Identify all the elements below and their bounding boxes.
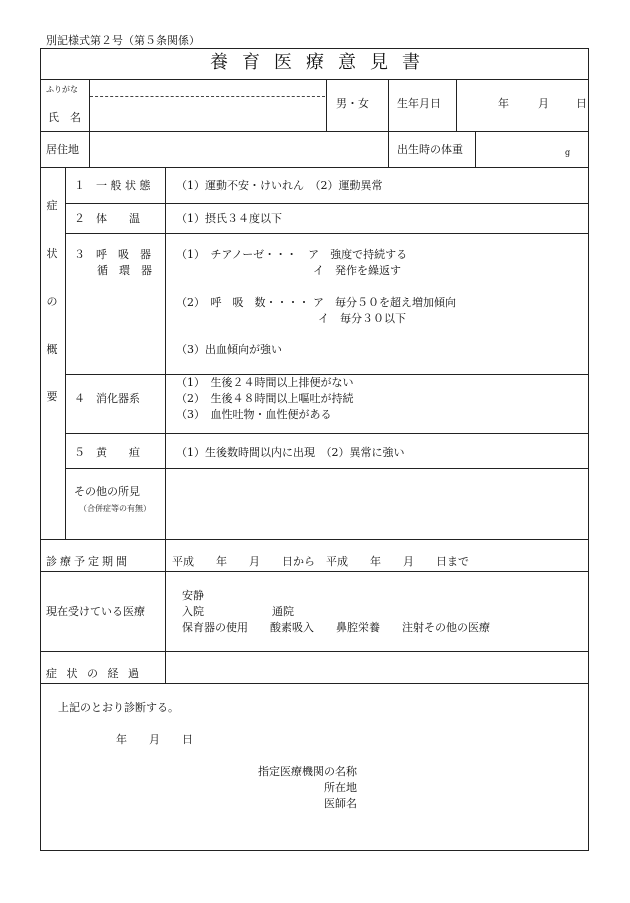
dob-month: 月 [538, 97, 549, 110]
divider [456, 79, 457, 131]
form-title: 養育医療意見書 [210, 52, 434, 73]
divider [40, 683, 588, 684]
bleeding-line: （3）出血傾向が強い [176, 343, 282, 356]
divider [89, 79, 90, 167]
schedule-period: 平成 年 月 日から 平成 年 月 日まで [172, 555, 469, 568]
circulatory-label: 循 環 器 [97, 264, 152, 277]
temperature-label: ２ 体 温 [74, 212, 140, 225]
side-label-char: 概 [46, 343, 58, 356]
digestive-line: （2） 生後４８時間以上嘔吐が持続 [176, 392, 354, 405]
divider [326, 79, 327, 131]
divider [40, 539, 588, 540]
name-label: 氏 名 [48, 111, 81, 124]
divider [65, 233, 588, 234]
furigana-line [90, 96, 325, 97]
cyanosis-line: （1） チアノーゼ・・・ ア 強度で持続する [176, 248, 408, 261]
furigana-label: ふりがな [46, 85, 78, 94]
side-label-char: の [46, 295, 58, 308]
other-findings-sublabel: （合併症等の有無） [79, 504, 151, 513]
temperature-options: （1）摂氏３４度以下 [176, 212, 282, 225]
birth-weight-label: 出生時の体重 [397, 143, 463, 156]
dob-day: 日 [576, 97, 587, 110]
general-state-label: １ 一 般 状 態 [74, 179, 151, 192]
treatment-options: 保育器の使用 酸素吸入 鼻腔栄養 注射その他の医療 [182, 621, 490, 634]
general-state-options: （1）運動不安・けいれん （2）運動異常 [176, 179, 383, 192]
divider [40, 651, 588, 652]
divider [40, 131, 588, 132]
respiratory-label: ３ 呼 吸 器 [74, 248, 151, 261]
divider [65, 468, 588, 469]
respiration-rate-sub: イ 毎分３０以下 [318, 312, 406, 325]
divider [40, 79, 588, 80]
divider [40, 571, 588, 572]
divider [165, 167, 166, 683]
divider [40, 167, 588, 168]
digestive-line: （3） 血性吐物・血性便がある [176, 408, 332, 421]
location-label: 所在地 [324, 781, 357, 794]
weight-unit: g [565, 148, 571, 157]
dob-label: 生年月日 [397, 97, 441, 110]
institution-name-label: 指定医療機関の名称 [258, 765, 357, 778]
diagnosis-statement: 上記のとおり診断する。 [58, 701, 179, 714]
symptom-progress-label: 症 状 の 経 過 [46, 667, 142, 680]
other-findings-label: その他の所見 [74, 485, 140, 498]
form-number: 別記様式第２号（第５条関係） [46, 34, 200, 47]
jaundice-label: ５ 黄 疸 [74, 446, 140, 459]
doctor-name-label: 医師名 [324, 797, 357, 810]
divider [65, 433, 588, 434]
side-label-char: 状 [46, 247, 58, 260]
divider [65, 203, 588, 204]
sex-options: 男・女 [336, 97, 369, 110]
divider [65, 374, 588, 375]
treatment-rest: 安静 [182, 589, 204, 602]
divider [475, 131, 476, 167]
treatment-outpatient: 通院 [272, 605, 294, 618]
digestive-label: ４ 消化器系 [74, 392, 140, 405]
schedule-label: 診療予定期間 [46, 555, 130, 568]
divider [65, 167, 66, 539]
divider [388, 79, 389, 167]
diagnosis-date: 年 月 日 [116, 733, 193, 746]
side-label-char: 症 [46, 199, 58, 212]
side-label-char: 要 [46, 390, 58, 403]
respiration-rate-line: （2） 呼 吸 数・・・・ ア 毎分５０を超え増加傾向 [176, 296, 456, 309]
current-treatment-label: 現在受けている医療 [46, 605, 145, 618]
digestive-line: （1） 生後２４時間以上排便がない [176, 376, 354, 389]
cyanosis-sub: イ 発作を繰返す [313, 264, 401, 277]
address-label: 居住地 [46, 143, 79, 156]
dob-year: 年 [498, 97, 509, 110]
treatment-inpatient: 入院 [182, 605, 204, 618]
jaundice-options: （1）生後数時間以内に出現 （2）異常に強い [176, 446, 405, 459]
